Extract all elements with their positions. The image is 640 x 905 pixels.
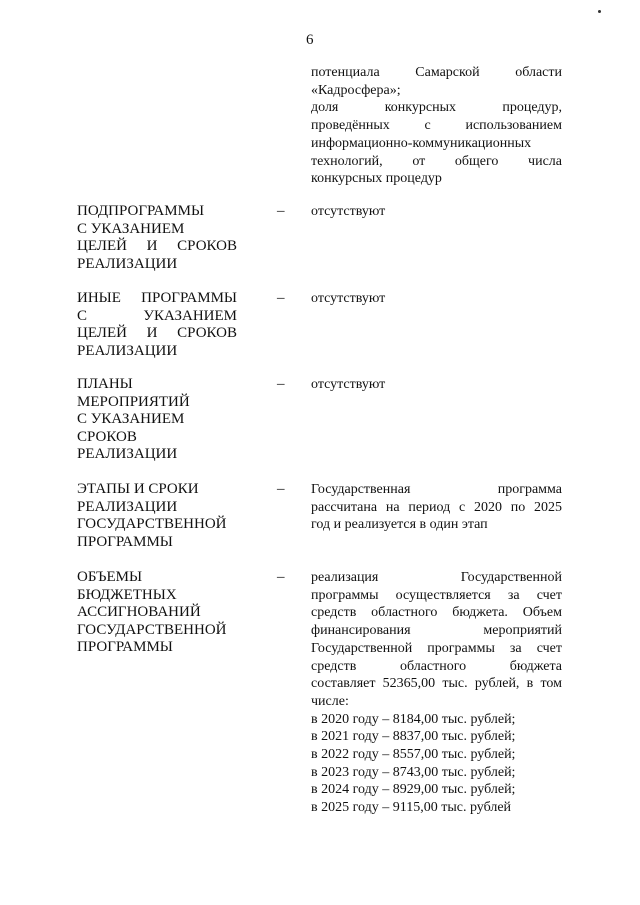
label-line: ЦЕЛЕЙ И СРОКОВ: [77, 238, 237, 254]
text-line: «Кадросфера»;: [311, 82, 401, 98]
funding-year-line: в 2025 году – 9115,00 тыс. рублей: [311, 800, 512, 816]
funding-year-line: в 2020 году – 8184,00 тыс. рублей;: [311, 711, 516, 727]
funding-year-line: в 2021 году – 8837,00 тыс. рублей;: [311, 729, 516, 745]
value-line: отсутствуют: [311, 291, 386, 306]
value-line: средств областного бюджета. Объем: [311, 605, 562, 621]
scan-artifact-dot: [598, 10, 601, 13]
value-line: числе:: [311, 693, 349, 709]
label-line: ИНЫЕ ПРОГРАММЫ: [77, 290, 237, 306]
value-line: Государственная программа: [311, 482, 562, 497]
row-label: [77, 481, 237, 551]
label-line: ГОСУДАРСТВЕННОЙ: [77, 621, 227, 638]
label-line: С УКАЗАНИЕМ: [77, 307, 237, 324]
label-line: РЕАЛИЗАЦИИ: [77, 255, 178, 272]
row-value: [311, 290, 562, 308]
value-line: Государственной программы за счет: [311, 640, 562, 656]
label-line: СРОКОВ: [77, 428, 137, 445]
row-dash: –: [277, 569, 285, 585]
label-line: РЕАЛИЗАЦИИ: [77, 446, 178, 462]
page-number: 6: [306, 32, 314, 48]
label-line: ГОСУДАРСТВЕННОЙ: [77, 516, 227, 532]
row-value: [311, 481, 562, 534]
label-line: РЕАЛИЗАЦИИ: [77, 342, 178, 359]
label-line: РЕАЛИЗАЦИИ: [77, 498, 178, 515]
label-line: ОБЪЕМЫ: [77, 569, 143, 585]
label-line: ЭТАПЫ И СРОКИ: [77, 481, 199, 497]
value-line: реализация Государственной: [311, 570, 562, 585]
row-value: [311, 569, 562, 817]
funding-year-line: в 2022 году – 8557,00 тыс. рублей;: [311, 747, 516, 763]
row-dash: –: [277, 481, 285, 497]
label-line: С УКАЗАНИЕМ: [77, 220, 185, 237]
text-line: конкурсных процедур: [311, 171, 442, 187]
text-line: проведённых с использованием: [311, 118, 562, 134]
row-value: [311, 203, 562, 221]
value-line: средств областного бюджета: [311, 658, 562, 674]
value-line: составляет 52365,00 тыс. рублей, в том: [311, 676, 562, 692]
value-line: рассчитана на период с 2020 по 2025: [311, 499, 562, 515]
value-line: отсутствуют: [311, 204, 386, 219]
value-line: отсутствуют: [311, 377, 386, 392]
row-dash: –: [277, 290, 285, 306]
label-line: ЦЕЛЕЙ И СРОКОВ: [77, 325, 237, 341]
row-dash: –: [277, 203, 285, 219]
label-line: БЮДЖЕТНЫХ: [77, 586, 177, 603]
text-line: технологий, от общего числа: [311, 153, 562, 169]
row-value: [311, 376, 562, 394]
label-line: ПОДПРОГРАММЫ: [77, 203, 205, 219]
label-line: АССИГНОВАНИЙ: [77, 604, 201, 620]
text-line: информационно-коммуникационных: [311, 135, 532, 151]
row-label: [77, 203, 237, 273]
label-line: С УКАЗАНИЕМ: [77, 411, 185, 427]
label-line: МЕРОПРИЯТИЙ: [77, 393, 190, 410]
label-line: ПЛАНЫ: [77, 376, 133, 392]
value-line: год и реализуется в один этап: [311, 517, 488, 533]
row-label: [77, 290, 237, 360]
funding-year-line: в 2023 году – 8743,00 тыс. рублей;: [311, 764, 516, 780]
funding-year-line: в 2024 году – 8929,00 тыс. рублей;: [311, 782, 516, 798]
text-line: потенциала Самарской области: [311, 65, 562, 80]
label-line: ПРОГРАММЫ: [77, 639, 173, 655]
row-dash: –: [277, 376, 285, 392]
value-line: программы осуществляется за счет: [311, 587, 562, 603]
row-label: [77, 569, 237, 657]
text-line: доля конкурсных процедур,: [311, 100, 562, 116]
value-line: финансирования мероприятий: [311, 623, 562, 639]
top-continuation-text: [311, 64, 562, 188]
label-line: ПРОГРАММЫ: [77, 533, 173, 550]
row-label: [77, 376, 237, 464]
